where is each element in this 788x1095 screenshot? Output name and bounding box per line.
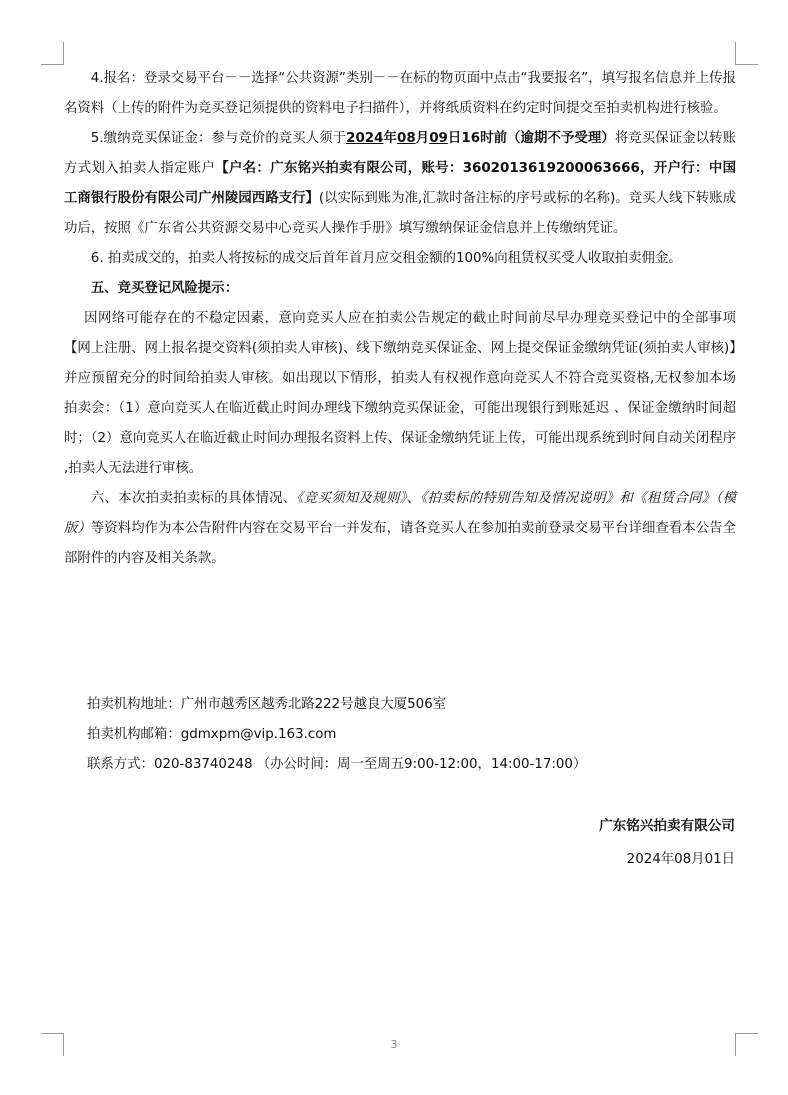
office-hours: （办公时间：周一至周五9:00-12:00，14:00-17:00） <box>256 757 587 772</box>
item5-text-e: 将竞买保证金以转账方式划入拍卖人指定账户 <box>64 131 737 176</box>
doc-lease-title: 《租赁合同》（模版） <box>64 491 737 536</box>
company-signature: 广东铭兴拍卖有限公司 <box>599 818 735 834</box>
email-value[interactable]: gdmxpm@vip.163.com <box>180 727 337 742</box>
phone-value: 020-83740248 <box>153 757 253 772</box>
address-value: 广州市越秀区越秀北路222号越良大厦506室 <box>180 697 447 712</box>
deadline-month-unit: 月 <box>415 131 430 146</box>
section5-title: 五、竞买登记风险提示： <box>90 281 239 296</box>
paragraph-item4: 4.报名：登录交易平台－－选择“公共资源”类别－－在标的物页面中点击“我要报名”，填写报名信息并上传报名资料（上传的附件为竞买登记须提供的资料电子扫描件），并将纸质资料在约定时间提交至拍卖机构进行核验。 <box>64 71 736 116</box>
deadline-year-unit: 年 <box>383 131 397 146</box>
paragraph-section6 <box>64 484 736 574</box>
section6-text-b: 等资料均作为本公告附件内容在交易平台一并发布，请各竞买人在参加拍卖前登录交易平台详细查看本公告全部附件的内容及相关条款。 <box>64 521 737 566</box>
bank-account-info: 【户名：广东铭兴拍卖有限公司，账号：3602013619200063666，开户行：中国工商银行股份有限公司广州陵园西路支行】 <box>64 161 737 206</box>
deadline-year: 2024 <box>346 131 384 146</box>
paragraph-item5 <box>64 124 736 244</box>
item5-text-a: 5.缴纳竞买保证金：参与竞价的竞买人须于 <box>90 131 347 146</box>
contact-block <box>87 690 586 780</box>
item5-text-f: (以实际到账为准,汇款时备注标的序号或标的名称)。竞买人线下转账成功后，按照《广东省公共资源交易中心竞买人操作手册》填写缴纳保证金信息并上传缴纳凭证。 <box>64 191 737 236</box>
doc-notice-title: 《拍卖标的特别告知及情况说明》 <box>420 491 620 506</box>
phone-label: 联系方式： <box>87 757 154 772</box>
deadline-time: 日16时前（逾期不予受理） <box>447 131 615 146</box>
paragraph-item6: 6. 拍卖成交的，拍卖人将按标的成交后首年首月应交租金额的100%向租赁权买受人收取拍卖佣金。 <box>90 251 682 266</box>
crop-mark-top-left <box>41 42 64 65</box>
issue-date: 2024年08月01日 <box>626 852 735 867</box>
deadline-month: 08 <box>397 131 416 146</box>
crop-mark-top-right <box>735 42 758 65</box>
section6-and: 和 <box>619 491 634 506</box>
section6-text-a: 六、本次拍卖拍卖标的具体情况、 <box>90 491 297 506</box>
email-line <box>87 720 586 750</box>
page-number: 3 <box>390 1038 398 1051</box>
document-body <box>64 64 736 574</box>
phone-line <box>87 750 586 780</box>
deadline-day: 09 <box>429 131 448 146</box>
address-line <box>87 690 586 720</box>
doc-rules-title: 《竞买须知及规则》 <box>296 491 407 506</box>
paragraph-risk: 因网络可能存在的不稳定因素，意向竞买人应在拍卖公告规定的截止时间前尽早办理竞买登记中的全部事项【网上注册、网上报名提交资料(须拍卖人审核)、线下缴纳竞买保证金、网上提交保证金缴纳凭证(须拍卖人审核)】并应预留充分的时间给拍卖人审核。如出现以下情形，拍卖人有权视作意向竞买人不符合竞买资格,无权参加本场拍卖会：（1）意向竞买人在临近截止时间办理线下缴纳竞买保证金，可能出现银行到账延迟 、保证金缴纳时间超时；（2）意向竞买人在临近截止时间办理报名资料上传、保证金缴纳凭证上传，可能出现系统到时间自动关闭程序 ,拍卖人无法进行审核。 <box>64 311 736 476</box>
email-label: 拍卖机构邮箱： <box>87 727 181 742</box>
address-label: 拍卖机构地址： <box>87 697 181 712</box>
section6-sep: 、 <box>406 491 421 506</box>
